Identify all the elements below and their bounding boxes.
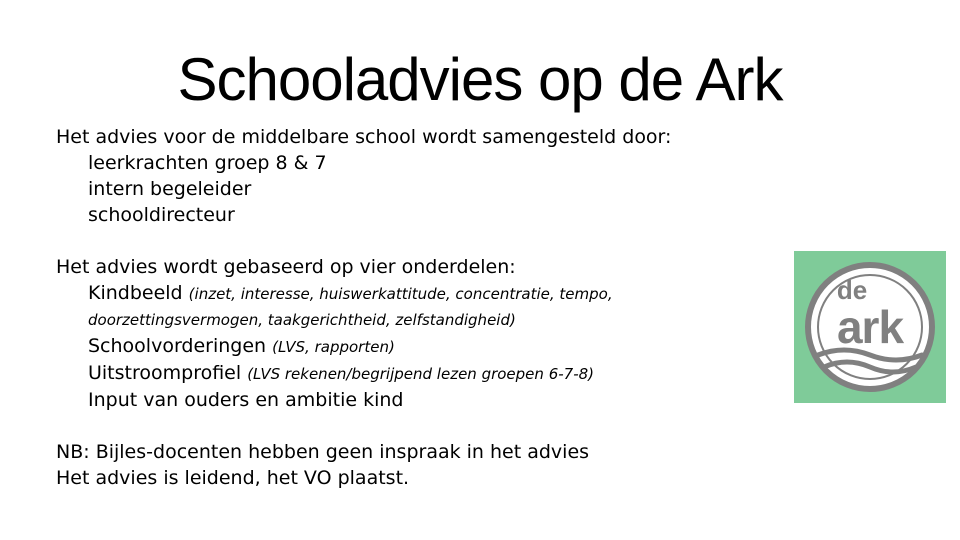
component-label: Schoolvorderingen xyxy=(88,335,267,357)
component-item-uitstroomprofiel xyxy=(56,360,776,387)
paragraph-spacer xyxy=(56,228,776,254)
note-line: NB: Bijles-docenten hebben geen inspraak in het advies xyxy=(56,441,590,463)
slide-body xyxy=(56,124,776,491)
component-label: Uitstroomprofiel xyxy=(88,362,242,384)
logo-text-main: ark xyxy=(836,301,904,353)
component-detail: (LVS, rapporten) xyxy=(272,338,395,356)
components-intro: Het advies wordt gebaseerd op vier onderdelen: xyxy=(56,256,516,278)
component-item-input: Input van ouders en ambitie kind xyxy=(88,389,404,411)
component-detail-continued: doorzettingsvermogen, taakgerichtheid, zelfstandigheid) xyxy=(88,311,516,329)
slide-title: Schooladvies op de Ark xyxy=(177,46,783,113)
note-line: Het advies is leidend, het VO plaatst. xyxy=(56,467,410,489)
de-ark-logo xyxy=(794,251,946,403)
advisor-item: intern begeleider xyxy=(88,178,252,200)
component-detail: (LVS rekenen/begrijpend lezen groepen 6-7-8) xyxy=(247,365,594,383)
logo-text-top: de xyxy=(836,275,868,305)
advisor-item: leerkrachten groep 8 & 7 xyxy=(88,152,327,174)
component-detail: (inzet, interesse, huiswerkattitude, concentratie, tempo, xyxy=(188,285,613,303)
component-label: Kindbeeld xyxy=(88,282,183,304)
component-item-schoolvorderingen xyxy=(56,333,776,360)
paragraph-spacer xyxy=(56,413,776,439)
advisor-item: schooldirecteur xyxy=(88,204,235,226)
logo-graphic xyxy=(794,251,946,403)
advisors-intro: Het advies voor de middelbare school wordt samengesteld door: xyxy=(56,126,672,148)
component-item-kindbeeld xyxy=(56,280,776,307)
